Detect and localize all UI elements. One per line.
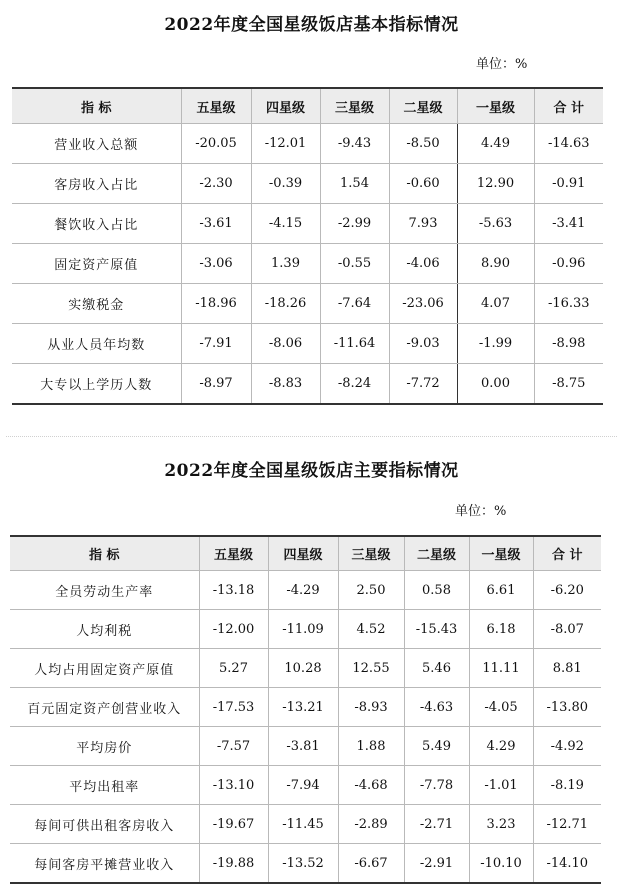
cell-three-star: 2.50 (338, 571, 404, 610)
cell-one-star: 4.49 (457, 124, 534, 164)
header-five-star: 五星级 (199, 536, 268, 571)
cell-four-star: -18.26 (251, 284, 320, 324)
row-label: 人均占用固定资产原值 (10, 649, 199, 688)
cell-five-star: -13.18 (199, 571, 268, 610)
cell-five-star: -8.97 (181, 364, 251, 405)
cell-five-star: -12.00 (199, 610, 268, 649)
table-row (12, 204, 603, 244)
cell-four-star: -7.94 (268, 766, 338, 805)
header-four-star: 四星级 (268, 536, 338, 571)
cell-four-star: -13.52 (268, 844, 338, 884)
cell-two-star: -15.43 (404, 610, 469, 649)
table2-title: 2022年度全国星级饭店主要指标情况 (164, 461, 459, 481)
table1-unit-label: 单位：% (476, 57, 528, 72)
cell-total: -14.10 (533, 844, 601, 884)
table-row (10, 571, 601, 610)
table-header-row (12, 88, 603, 124)
cell-two-star: -7.78 (404, 766, 469, 805)
table-row (10, 610, 601, 649)
cell-four-star: -8.83 (251, 364, 320, 405)
cell-two-star: -0.60 (389, 164, 457, 204)
table-row (12, 164, 603, 204)
table-row (10, 844, 601, 884)
cell-one-star: 6.61 (469, 571, 533, 610)
table-row (12, 284, 603, 324)
header-five-star: 五星级 (181, 88, 251, 124)
cell-three-star: -8.24 (320, 364, 389, 405)
cell-five-star: 5.27 (199, 649, 268, 688)
header-total: 合 计 (533, 536, 601, 571)
row-label: 实缴税金 (12, 284, 181, 324)
cell-three-star: -6.67 (338, 844, 404, 884)
cell-four-star: -0.39 (251, 164, 320, 204)
row-label: 平均房价 (10, 727, 199, 766)
cell-three-star: -2.89 (338, 805, 404, 844)
row-label: 大专以上学历人数 (12, 364, 181, 405)
cell-total: 8.81 (533, 649, 601, 688)
cell-three-star: -0.55 (320, 244, 389, 284)
cell-four-star: -11.45 (268, 805, 338, 844)
table-row (10, 727, 601, 766)
cell-three-star: -9.43 (320, 124, 389, 164)
row-label: 百元固定资产创营业收入 (10, 688, 199, 727)
cell-three-star: -7.64 (320, 284, 389, 324)
row-label: 人均利税 (10, 610, 199, 649)
cell-five-star: -18.96 (181, 284, 251, 324)
cell-four-star: 10.28 (268, 649, 338, 688)
main-indicators-table (10, 535, 601, 884)
header-two-star: 二星级 (389, 88, 457, 124)
cell-three-star: -8.93 (338, 688, 404, 727)
cell-five-star: -3.61 (181, 204, 251, 244)
cell-five-star: -19.88 (199, 844, 268, 884)
basic-indicators-table (12, 87, 603, 405)
cell-three-star: -11.64 (320, 324, 389, 364)
cell-total: -6.20 (533, 571, 601, 610)
row-label: 全员劳动生产率 (10, 571, 199, 610)
cell-four-star: -13.21 (268, 688, 338, 727)
cell-total: -0.91 (534, 164, 603, 204)
row-label: 平均出租率 (10, 766, 199, 805)
cell-three-star: 4.52 (338, 610, 404, 649)
table-row (12, 364, 603, 405)
cell-one-star: 8.90 (457, 244, 534, 284)
header-three-star: 三星级 (320, 88, 389, 124)
cell-two-star: 5.46 (404, 649, 469, 688)
cell-one-star: 4.29 (469, 727, 533, 766)
table-row (10, 805, 601, 844)
cell-one-star: 4.07 (457, 284, 534, 324)
cell-total: -13.80 (533, 688, 601, 727)
cell-total: -4.92 (533, 727, 601, 766)
cell-total: -8.19 (533, 766, 601, 805)
cell-two-star: 7.93 (389, 204, 457, 244)
table-row (12, 244, 603, 284)
header-two-star: 二星级 (404, 536, 469, 571)
cell-two-star: 5.49 (404, 727, 469, 766)
cell-four-star: -12.01 (251, 124, 320, 164)
cell-four-star: 1.39 (251, 244, 320, 284)
header-one-star: 一星级 (469, 536, 533, 571)
cell-one-star: -10.10 (469, 844, 533, 884)
row-label: 客房收入占比 (12, 164, 181, 204)
table-row (12, 124, 603, 164)
cell-two-star: -9.03 (389, 324, 457, 364)
header-indicator: 指 标 (10, 536, 199, 571)
cell-two-star: -7.72 (389, 364, 457, 405)
cell-five-star: -7.91 (181, 324, 251, 364)
cell-five-star: -13.10 (199, 766, 268, 805)
header-four-star: 四星级 (251, 88, 320, 124)
header-one-star: 一星级 (457, 88, 534, 124)
cell-total: -8.98 (534, 324, 603, 364)
header-three-star: 三星级 (338, 536, 404, 571)
cell-three-star: -4.68 (338, 766, 404, 805)
cell-five-star: -3.06 (181, 244, 251, 284)
row-label: 固定资产原值 (12, 244, 181, 284)
cell-two-star: -2.71 (404, 805, 469, 844)
header-indicator: 指 标 (12, 88, 181, 124)
cell-five-star: -2.30 (181, 164, 251, 204)
table2-unit-label: 单位：% (455, 504, 507, 519)
cell-total: -16.33 (534, 284, 603, 324)
cell-five-star: -20.05 (181, 124, 251, 164)
cell-two-star: -4.63 (404, 688, 469, 727)
cell-three-star: 1.54 (320, 164, 389, 204)
cell-one-star: -4.05 (469, 688, 533, 727)
cell-one-star: 3.23 (469, 805, 533, 844)
table-row (12, 324, 603, 364)
table1-title: 2022年度全国星级饭店基本指标情况 (164, 15, 459, 35)
table-row (10, 766, 601, 805)
row-label: 每间客房平摊营业收入 (10, 844, 199, 884)
cell-four-star: -11.09 (268, 610, 338, 649)
cell-two-star: -2.91 (404, 844, 469, 884)
cell-total: -14.63 (534, 124, 603, 164)
cell-five-star: -17.53 (199, 688, 268, 727)
cell-two-star: -8.50 (389, 124, 457, 164)
table-row (10, 649, 601, 688)
cell-total: -8.07 (533, 610, 601, 649)
cell-one-star: 6.18 (469, 610, 533, 649)
row-label: 从业人员年均数 (12, 324, 181, 364)
cell-five-star: -19.67 (199, 805, 268, 844)
cell-two-star: -4.06 (389, 244, 457, 284)
cell-one-star: 12.90 (457, 164, 534, 204)
cell-two-star: 0.58 (404, 571, 469, 610)
cell-total: -12.71 (533, 805, 601, 844)
cell-four-star: -8.06 (251, 324, 320, 364)
cell-one-star: 11.11 (469, 649, 533, 688)
cell-total: -0.96 (534, 244, 603, 284)
cell-four-star: -4.29 (268, 571, 338, 610)
cell-five-star: -7.57 (199, 727, 268, 766)
cell-three-star: 12.55 (338, 649, 404, 688)
cell-three-star: 1.88 (338, 727, 404, 766)
cell-one-star: 0.00 (457, 364, 534, 405)
cell-one-star: -5.63 (457, 204, 534, 244)
cell-four-star: -3.81 (268, 727, 338, 766)
cell-four-star: -4.15 (251, 204, 320, 244)
table-header-row (10, 536, 601, 571)
cell-total: -8.75 (534, 364, 603, 405)
cell-three-star: -2.99 (320, 204, 389, 244)
row-label: 每间可供出租客房收入 (10, 805, 199, 844)
section-divider (6, 436, 617, 437)
cell-two-star: -23.06 (389, 284, 457, 324)
cell-total: -3.41 (534, 204, 603, 244)
cell-one-star: -1.99 (457, 324, 534, 364)
row-label: 餐饮收入占比 (12, 204, 181, 244)
table-row (10, 688, 601, 727)
row-label: 营业收入总额 (12, 124, 181, 164)
header-total: 合 计 (534, 88, 603, 124)
cell-one-star: -1.01 (469, 766, 533, 805)
